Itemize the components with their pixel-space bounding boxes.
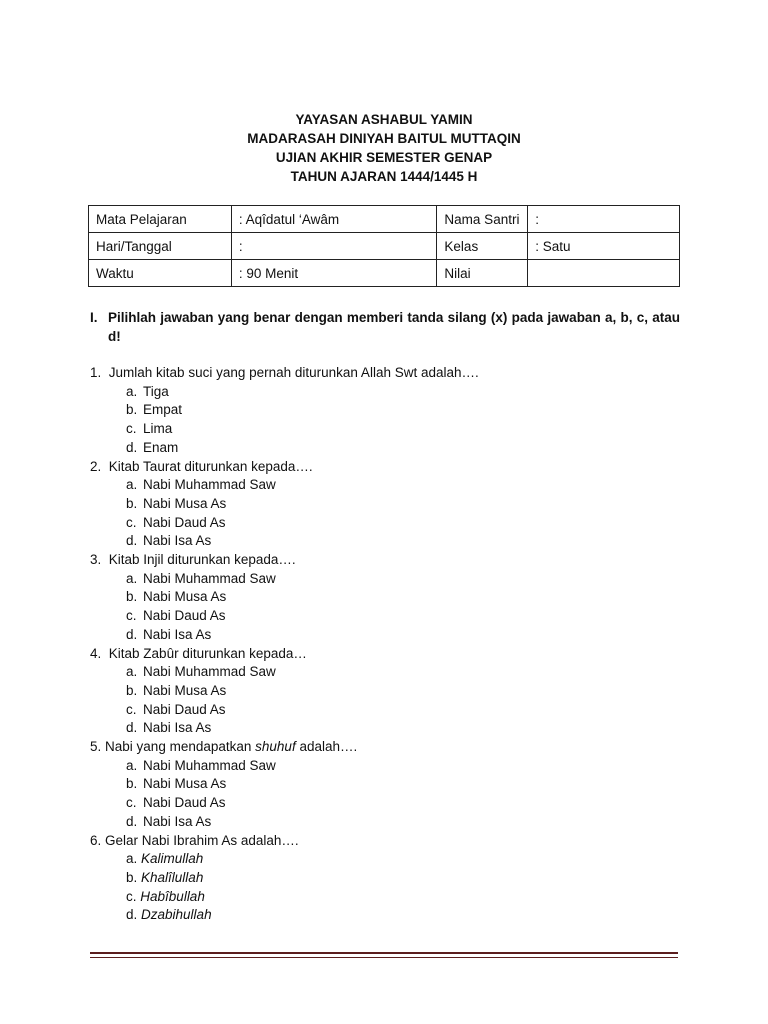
- option-d[interactable]: d. Enam: [126, 439, 179, 455]
- option-a[interactable]: a. Nabi Muhammad Saw: [126, 477, 276, 493]
- time-label: Waktu: [89, 260, 232, 287]
- school-name: MADARASAH DINIYAH BAITUL MUTTAQIN: [247, 131, 521, 146]
- question-text-italic: shuhuf: [255, 739, 296, 755]
- class-label: Kelas: [437, 233, 528, 260]
- question-number: 2.: [90, 458, 102, 474]
- section-number: I.: [90, 310, 98, 325]
- section-instruction: [90, 308, 680, 346]
- option-c[interactable]: c. Habîbullah: [126, 888, 205, 904]
- question-list: [90, 364, 680, 925]
- option-a[interactable]: a. Kalimullah: [126, 851, 204, 867]
- table-row: [89, 260, 680, 287]
- academic-year: TAHUN AJARAN 1444/1445 H: [290, 169, 478, 184]
- score-value: [528, 260, 680, 287]
- question-5: [90, 738, 680, 757]
- option-b[interactable]: b. Empat: [126, 402, 183, 418]
- option-b[interactable]: b. Nabi Musa As: [126, 682, 227, 698]
- student-name-value: :: [528, 206, 680, 233]
- footer-divider-thin: [90, 957, 678, 958]
- question-text: Jumlah kitab suci yang pernah diturunkan Allah Swt adalah….: [108, 365, 479, 380]
- option-a[interactable]: a. Nabi Muhammad Saw: [126, 570, 276, 586]
- question-2: [90, 458, 680, 477]
- score-label: Nilai: [437, 260, 528, 287]
- time-value: : 90 Menit: [231, 260, 437, 287]
- option-d[interactable]: d. Nabi Isa As: [126, 813, 212, 829]
- date-value: :: [231, 233, 437, 260]
- option-c[interactable]: c. Nabi Daud As: [126, 514, 226, 530]
- option-c[interactable]: c. Lima: [126, 421, 173, 437]
- question-6: [90, 832, 680, 851]
- question-1: [90, 364, 680, 383]
- option-d[interactable]: d. Nabi Isa As: [126, 626, 212, 642]
- option-d[interactable]: d. Dzabihullah: [126, 907, 212, 923]
- question-number: 4.: [90, 645, 102, 661]
- class-value: : Satu: [528, 233, 680, 260]
- question-text: Kitab Zabûr diturunkan kepada…: [108, 645, 307, 661]
- question-3: [90, 551, 680, 570]
- option-c[interactable]: c. Nabi Daud As: [126, 701, 226, 717]
- option-a[interactable]: a. Nabi Muhammad Saw: [126, 664, 276, 680]
- question-text: Kitab Taurat diturunkan kepada….: [108, 458, 313, 474]
- option-b[interactable]: b. Nabi Musa As: [126, 589, 227, 605]
- option-b[interactable]: b. Khalîlullah: [126, 869, 204, 885]
- document-header: [0, 110, 768, 186]
- option-d[interactable]: d. Nabi Isa As: [126, 720, 212, 736]
- student-name-label: Nama Santri: [437, 206, 528, 233]
- option-b[interactable]: b. Nabi Musa As: [126, 495, 227, 511]
- table-row: [89, 206, 680, 233]
- option-c[interactable]: c. Nabi Daud As: [126, 608, 226, 624]
- option-b[interactable]: b. Nabi Musa As: [126, 776, 227, 792]
- option-c[interactable]: c. Nabi Daud As: [126, 795, 226, 811]
- foundation-name: YAYASAN ASHABUL YAMIN: [295, 112, 473, 127]
- option-a[interactable]: a. Tiga: [126, 383, 169, 399]
- question-number: 3.: [90, 552, 102, 568]
- date-label: Hari/Tanggal: [89, 233, 232, 260]
- question-text: Kitab Injil diturunkan kepada….: [108, 552, 296, 568]
- question-text: Nabi yang mendapatkan: [105, 739, 252, 755]
- question-number: 1.: [90, 365, 102, 380]
- table-row: [89, 233, 680, 260]
- option-d[interactable]: d. Nabi Isa As: [126, 533, 212, 549]
- question-text: Gelar Nabi Ibrahim As adalah….: [105, 832, 299, 848]
- exam-title: UJIAN AKHIR SEMESTER GENAP: [275, 150, 493, 165]
- footer-divider: [90, 952, 678, 954]
- option-a[interactable]: a. Nabi Muhammad Saw: [126, 757, 276, 773]
- question-text-end: adalah….: [299, 739, 358, 755]
- subject-value: : Aqîdatul ‘Awâm: [231, 206, 437, 233]
- exam-info-table: [88, 205, 680, 287]
- subject-label: Mata Pelajaran: [89, 206, 232, 233]
- question-number: 5.: [90, 739, 102, 755]
- instruction-text: Pilihlah jawaban yang benar dengan memberi tanda silang (x) pada jawaban a, b, c, atau d!: [108, 310, 680, 344]
- question-4: [90, 645, 680, 664]
- question-number: 6.: [90, 832, 102, 848]
